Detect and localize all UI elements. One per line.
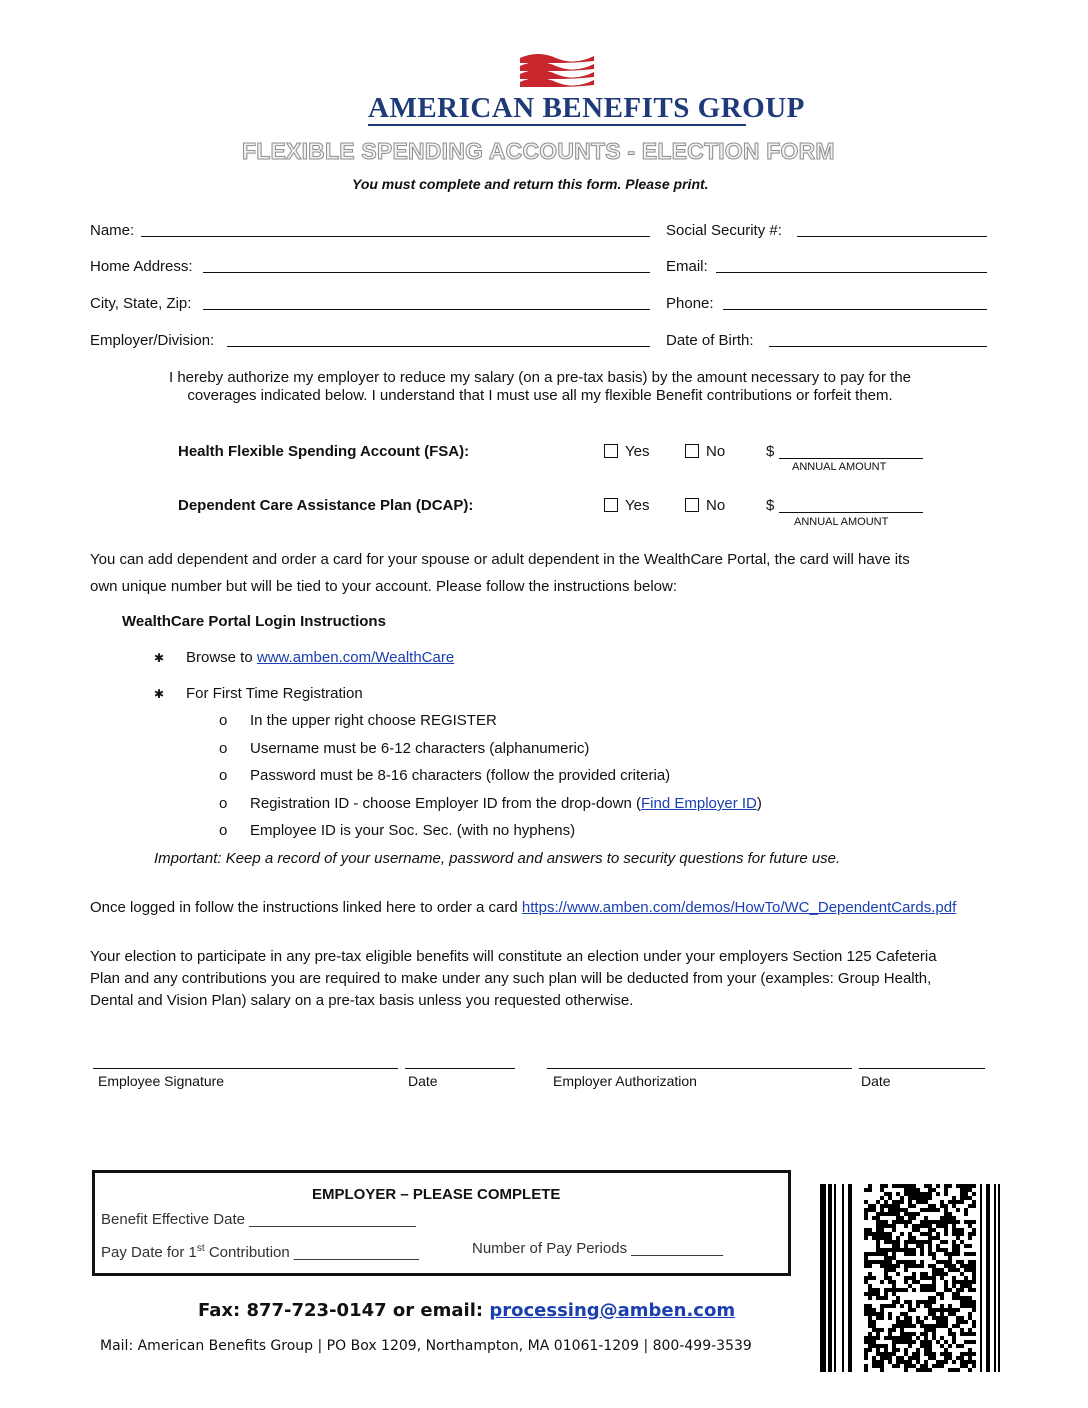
address-field[interactable] [203, 272, 650, 273]
address-label: Home Address: [90, 258, 193, 275]
fsa-label: Health Flexible Spending Account (FSA): [178, 443, 470, 460]
step-text: Registration ID - choose Employer ID from the drop-down ( [250, 795, 641, 812]
email-field[interactable] [716, 272, 987, 273]
dcap-currency: $ [766, 497, 775, 514]
employee-signature-label: Employee Signature [98, 1073, 225, 1089]
processing-email-link[interactable]: processing@amben.com [489, 1300, 736, 1321]
dob-field[interactable] [769, 346, 987, 347]
phone-field[interactable] [723, 309, 987, 310]
election-line-2: Plan and any contributions you are required to make under any such plan will be deducted from your (examples: Group Health, [90, 970, 932, 987]
employer-date-field[interactable] [859, 1068, 985, 1069]
instructions-intro-1: You can add dependent and order a card for your spouse or adult dependent in the WealthCare Portal, the card will have its [90, 551, 910, 568]
email-label: Email: [666, 258, 708, 275]
authorization-line-2: coverages indicated below. I understand that I must use all my flexible Benefit contributions or forfeit them. [187, 387, 893, 404]
pay-suffix: Contribution _______________ [204, 1244, 420, 1261]
ssn-label: Social Security #: [666, 222, 782, 239]
step-item: In the upper right choose REGISTER [250, 712, 497, 729]
logo-underline [368, 124, 746, 126]
fsa-no-checkbox[interactable] [685, 444, 699, 458]
fsa-no-label: No [706, 443, 726, 460]
dcap-no-checkbox[interactable] [685, 498, 699, 512]
barcode-image [820, 1184, 1000, 1372]
dcap-yes-checkbox[interactable] [604, 498, 618, 512]
sub-bullet-icon: o [219, 767, 228, 784]
employer-complete-box [92, 1170, 791, 1276]
step-item: Password must be 8-16 characters (follow the provided criteria) [250, 767, 671, 784]
dcap-no-label: No [706, 497, 726, 514]
sub-bullet-icon: o [219, 822, 228, 839]
step-item: Username must be 6-12 characters (alphanumeric) [250, 740, 590, 757]
dcap-annual-amount-label: ANNUAL AMOUNT [794, 516, 889, 528]
employer-label: Employer/Division: [90, 332, 215, 349]
bullet-icon: ✱ [154, 687, 165, 701]
wealthcare-link[interactable]: www.amben.com/WealthCare [256, 649, 455, 666]
important-note: Important: Keep a record of your username, password and answers to security questions for future use. [154, 850, 841, 867]
dob-label: Date of Birth: [666, 332, 754, 349]
employee-signature-field[interactable] [93, 1068, 398, 1069]
sub-bullet-icon: o [219, 740, 228, 757]
city-label: City, State, Zip: [90, 295, 192, 312]
fsa-currency: $ [766, 443, 775, 460]
fsa-annual-amount-label: ANNUAL AMOUNT [792, 461, 887, 473]
sub-bullet-icon: o [219, 712, 228, 729]
first-pay-date-field[interactable] [101, 1240, 419, 1262]
fax-email-line [198, 1300, 735, 1321]
employer-field[interactable] [227, 346, 650, 347]
flag-logo-icon [516, 50, 598, 94]
form-title: FLEXIBLE SPENDING ACCOUNTS - ELECTION FORM [242, 138, 835, 164]
pay-periods-field[interactable]: Number of Pay Periods ___________ [472, 1240, 724, 1257]
fax-text: Fax: 877-723-0147 or email: [198, 1300, 490, 1321]
pay-prefix: Pay Date for 1 [101, 1244, 197, 1261]
authorization-line-1: I hereby authorize my employer to reduce my salary (on a pre-tax basis) by the amount necessary to pay for the [168, 369, 912, 386]
phone-label: Phone: [666, 295, 714, 312]
fsa-amount-field[interactable] [779, 458, 923, 459]
instructions-heading: WealthCare Portal Login Instructions [122, 613, 386, 630]
order-card-text [90, 899, 956, 917]
form-subtitle: You must complete and return this form. Please print. [352, 176, 709, 192]
dcap-yes-label: Yes [625, 497, 650, 514]
employer-box-title: EMPLOYER – PLEASE COMPLETE [312, 1186, 561, 1203]
close-paren: ) [756, 795, 762, 812]
city-field[interactable] [203, 309, 650, 310]
ssn-field[interactable] [797, 236, 987, 237]
find-employer-id-link[interactable]: Find Employer ID [641, 795, 757, 812]
pay-sup: st [196, 1243, 205, 1254]
order-prefix: Once logged in follow the instructions linked here to order a card [90, 899, 522, 916]
fsa-yes-label: Yes [625, 443, 650, 460]
employee-date-label: Date [408, 1073, 438, 1089]
benefit-effective-date-field[interactable]: Benefit Effective Date ____________________ [101, 1211, 416, 1228]
step-item [250, 795, 762, 813]
fsa-yes-checkbox[interactable] [604, 444, 618, 458]
browse-prefix: Browse to [186, 649, 257, 666]
election-line-1: Your election to participate in any pre-tax eligible benefits will constitute an election under your employers Section 125 Cafeteria [90, 948, 937, 965]
employee-date-field[interactable] [405, 1068, 515, 1069]
election-line-3: Dental and Vision Plan) salary on a pre-tax basis unless you requested otherwise. [90, 992, 634, 1009]
dcap-label: Dependent Care Assistance Plan (DCAP): [178, 497, 474, 514]
sub-bullet-icon: o [219, 795, 228, 812]
dcap-amount-field[interactable] [779, 512, 923, 513]
mail-address-line: Mail: American Benefits Group | PO Box 1209, Northampton, MA 01061-1209 | 800-499-3539 [100, 1338, 752, 1354]
employer-authorization-field[interactable] [547, 1068, 852, 1069]
instructions-intro-2: own unique number but will be tied to your account. Please follow the instructions below: [90, 578, 677, 595]
first-time-item: For First Time Registration [186, 685, 363, 702]
step-item: Employee ID is your Soc. Sec. (with no hyphens) [250, 822, 576, 839]
name-field[interactable] [141, 236, 650, 237]
dependent-cards-link[interactable]: https://www.amben.com/demos/HowTo/WC_DependentCards.pdf [521, 899, 957, 916]
browse-item [186, 649, 454, 667]
employer-date-label: Date [861, 1073, 891, 1089]
company-logo-text: AMERICAN BENEFITS GROUP [368, 92, 805, 124]
bullet-icon: ✱ [154, 651, 165, 665]
employer-authorization-label: Employer Authorization [553, 1073, 697, 1089]
name-label: Name: [90, 222, 135, 239]
